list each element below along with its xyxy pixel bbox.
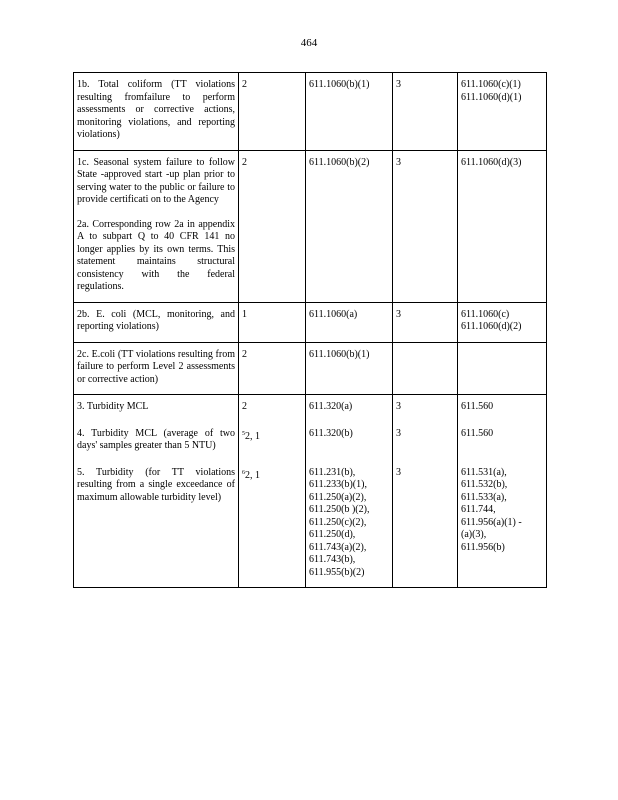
footnote-marker: 5 bbox=[242, 430, 245, 437]
violation-description: 3. Turbidity MCL bbox=[74, 395, 239, 422]
citation-cell: 611.1060(d)(3) bbox=[458, 150, 547, 302]
citation-cell: 611.1060(b)(2) bbox=[306, 150, 393, 302]
tier-cell: 2 bbox=[239, 395, 306, 422]
tier-cell: $^6$2, 1 bbox=[239, 461, 306, 588]
tier-cell bbox=[393, 342, 458, 395]
tier-cell: $^5$2, 1 bbox=[239, 422, 306, 461]
table-row bbox=[74, 461, 547, 588]
violation-description: 2b. E. coli (MCL, monitoring, and reporting violations) bbox=[74, 302, 239, 342]
violation-description: 2c. E.coli (TT violations resulting from failure to perform Level 2 assessments or corrective action) bbox=[74, 342, 239, 395]
table-row bbox=[74, 395, 547, 422]
citation-cell: 611.1060(c) 611.1060(d)(2) bbox=[458, 302, 547, 342]
citation-cell: 611.320(b) bbox=[306, 422, 393, 461]
tier-cell: 3 bbox=[393, 150, 458, 302]
tier-cell: 1 bbox=[239, 302, 306, 342]
tier-cell: 2 bbox=[239, 73, 306, 151]
tier-cell: 3 bbox=[393, 73, 458, 151]
citation-cell: 611.531(a), 611.532(b), 611.533(a), 611.744, 611.956(a)(1) - (a)(3), 611.956(b) bbox=[458, 461, 547, 588]
citation-cell: 611.560 bbox=[458, 422, 547, 461]
citation-cell: 611.1060(b)(1) bbox=[306, 73, 393, 151]
tier-cell: 3 bbox=[393, 422, 458, 461]
tier-cell: 2 bbox=[239, 342, 306, 395]
violation-description: 1b. Total coliform (TT violations resulting fromfailure to perform assessments or corrective actions, monitoring violations, and reporting violations) bbox=[74, 73, 239, 151]
citation-cell: 611.231(b), 611.233(b)(1), 611.250(a)(2), 611.250(b )(2), 611.250(c)(2), 611.250(d), 611.743(a)(2), 611.743(b), 611.955(b)(2) bbox=[306, 461, 393, 588]
footnote-marker: 6 bbox=[242, 469, 245, 476]
table-row bbox=[74, 302, 547, 342]
citation-cell: 611.1060(a) bbox=[306, 302, 393, 342]
table-row bbox=[74, 422, 547, 461]
tier-cell: 3 bbox=[393, 302, 458, 342]
violation-description: 5. Turbidity (for TT violations resulting from a single exceedance of maximum allowable turbidity level) bbox=[74, 461, 239, 588]
page-number: 464 bbox=[300, 37, 318, 49]
tier-cell: 3 bbox=[393, 461, 458, 588]
citation-cell bbox=[458, 342, 547, 395]
tier-cell: 3 bbox=[393, 395, 458, 422]
table-row bbox=[74, 73, 547, 151]
table-row bbox=[74, 150, 547, 302]
row-note: 2a. Corresponding row 2a in appendix A to subpart Q to 40 CFR 141 no longer applies by its own terms. This statement maintains structural consistency with the federal regulations. bbox=[77, 218, 235, 292]
violation-description: 4. Turbidity MCL (average of two days' samples greater than 5 NTU) bbox=[74, 422, 239, 461]
citation-cell: 611.560 bbox=[458, 395, 547, 422]
violation-description: 1c. Seasonal system failure to follow State -approved start -up plan prior to serving water to the public or failure to provide certificati on to the Agency 2a. Corresponding row 2a in appendix A to subpart Q to 40 CFR 141 no longer applies by its own terms. This statement maintains structural consistency with the federal regulations. bbox=[74, 150, 239, 302]
citation-cell: 611.1060(b)(1) bbox=[306, 342, 393, 395]
citation-cell: 611.1060(c)(1) 611.1060(d)(1) bbox=[458, 73, 547, 151]
regulation-table bbox=[73, 72, 547, 588]
tier-cell: 2 bbox=[239, 150, 306, 302]
citation-cell: 611.320(a) bbox=[306, 395, 393, 422]
table-row bbox=[74, 342, 547, 395]
